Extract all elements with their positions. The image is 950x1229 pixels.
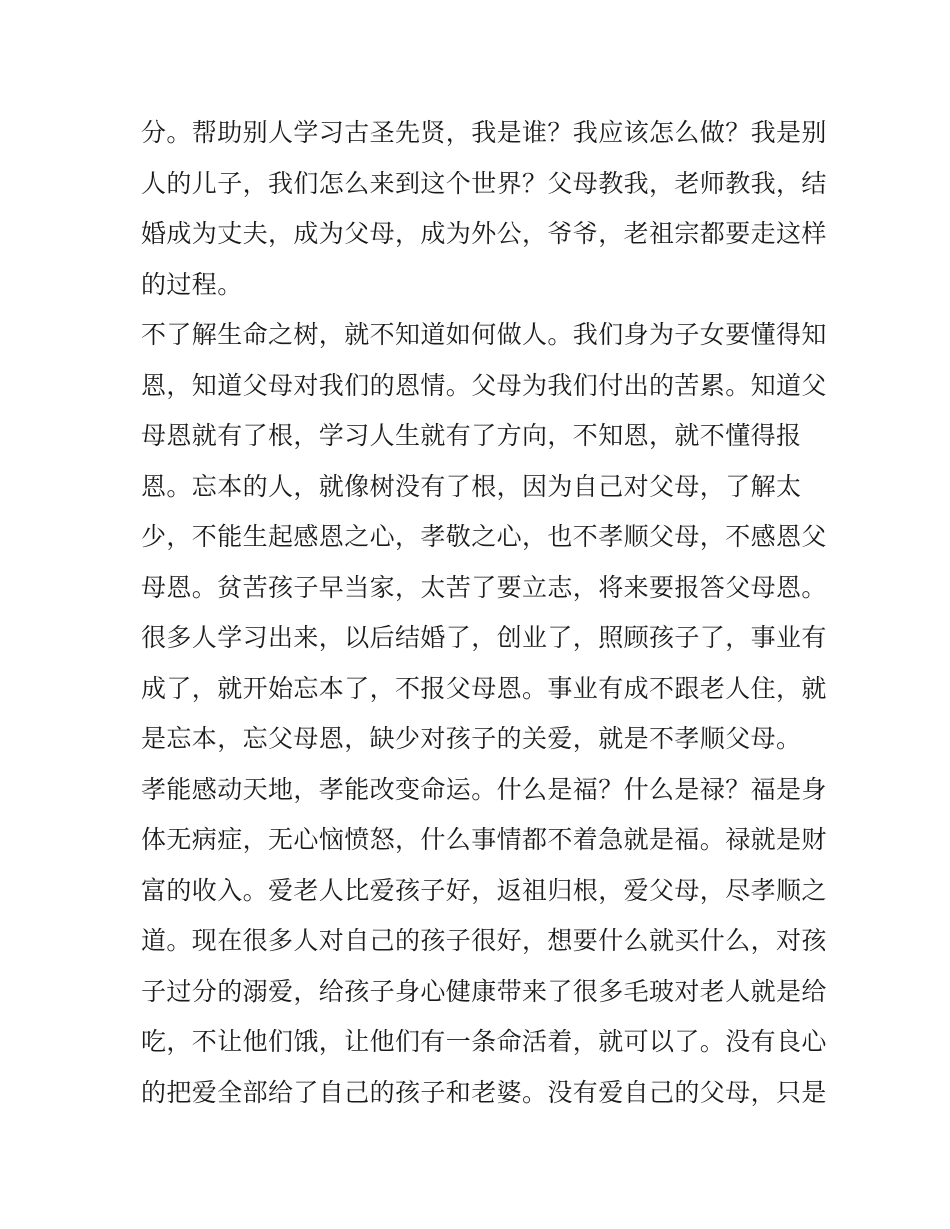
- text-line: 成了，就开始忘本了，不报父母恩。事业有成不跟老人住，就: [141, 673, 827, 703]
- text-line: 少，不能生起感恩之心，孝敬之心，也不孝顺父母，不感恩父: [141, 522, 827, 551]
- text-line: 恩，知道父母对我们的恩情。父母为我们付出的苦累。知道父: [141, 370, 827, 400]
- text-line: 孝能感动天地，孝能改变命运。什么是福？什么是禄？福是身: [141, 774, 827, 804]
- text-line: 很多人学习出来，以后结婚了，创业了，照顾孩子了，事业有: [141, 623, 827, 652]
- text-line: 吃，不让他们饿，让他们有一条命活着，就可以了。没有良心: [141, 1027, 827, 1056]
- text-line: 分。帮助别人学习古圣先贤，我是谁？我应该怎么做？我是别: [141, 118, 827, 147]
- text-line: 是忘本，忘父母恩，缺少对孩子的关爱，就是不孝顺父母。: [141, 724, 802, 753]
- text-line: 母恩就有了根，学习人生就有了方向，不知恩，就不懂得报: [141, 421, 802, 450]
- text-line: 母恩。贫苦孩子早当家，太苦了要立志，将来要报答父母恩。: [141, 572, 827, 602]
- text-line: 子过分的溺爱，给孩子身心健康带来了很多毛玻对老人就是给: [141, 976, 827, 1006]
- text-line: 的把爱全部给了自己的孩子和老婆。没有爱自己的父母，只是: [141, 1077, 827, 1107]
- text-line: 富的收入。爱老人比爱孩子好，返祖归根，爱父母，尽孝顺之: [141, 875, 827, 905]
- text-line: 道。现在很多人对自己的孩子很好，想要什么就买什么，对孩: [141, 926, 827, 955]
- text-line: 人的儿子，我们怎么来到这个世界？父母教我，老师教我，结: [141, 168, 827, 198]
- text-line: 恩。忘本的人，就像树没有了根，因为自己对父母，了解太: [141, 471, 802, 501]
- text-line: 体无病症，无心恼愤怒，什么事情都不着急就是福。禄就是财: [141, 825, 827, 854]
- body-text: [141, 108, 827, 1118]
- text-line: 的过程。: [141, 269, 243, 299]
- text-line: 不了解生命之树，就不知道如何做人。我们身为子女要懂得知: [141, 320, 827, 349]
- text-line: 婚成为丈夫，成为父母，成为外公，爷爷，老祖宗都要走这样: [141, 219, 827, 248]
